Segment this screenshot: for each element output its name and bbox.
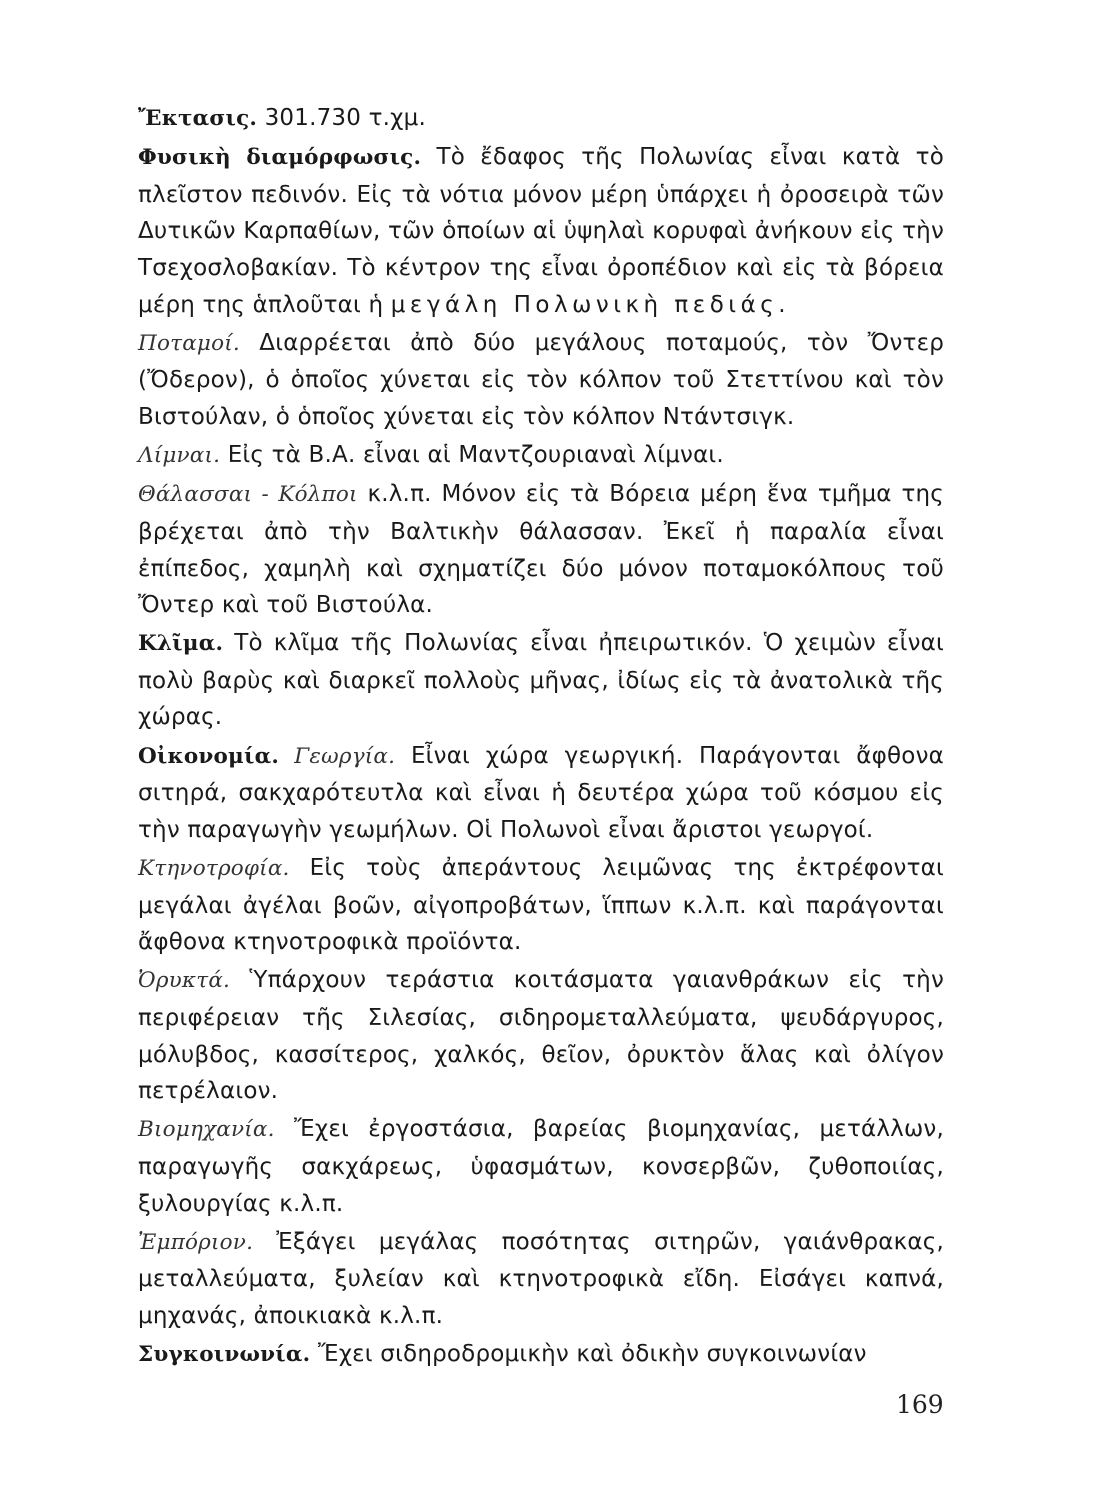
heading-trade: Ἐμπόριον. xyxy=(138,1229,254,1255)
paragraph-text: 301.730 τ.χμ. xyxy=(257,105,426,131)
paragraph-text: Ὑπάρχουν τεράστια κοιτάσματα γαιανθράκων εἰς τὴν περιφέρειαν τῆς Σιλεσίας, σιδηρομεταλλεύματα, ψευδάργυρος, μόλυβδος, κασσίτερος, χαλκός, θεῖον, ὀρυκτὸν ἅλας καὶ ὀλίγον πετρέλαιον. xyxy=(138,967,944,1105)
paragraph-text: κ.λ.π. Μόνον εἰς τὰ Βόρεια μέρη ἕνα τμῆμα της βρέχεται ἀπὸ τὴν Βαλτικὴν θάλασσαν. Ἐκεῖ ἡ παραλία εἶναι ἐπίπεδος, χαμηλὴ καὶ σχηματίζει δύο μόνον ποταμοκόλπους τοῦ Ὄντερ καὶ τοῦ Βιστούλα. xyxy=(138,481,945,619)
paragraph-text: Εἰς τὰ Β.Α. εἶναι αἱ Μαντζουριαναὶ λίμναι. xyxy=(220,442,724,469)
heading-livestock: Κτηνοτροφία. xyxy=(138,856,290,882)
paragraph-climate xyxy=(138,625,944,736)
paragraph-livestock xyxy=(138,850,944,961)
paragraph-text: Ἔχει ἐργοστάσια, βαρείας βιομηχανίας, μετάλλων, παραγωγῆς σακχάρεως, ὑφασμάτων, κονσερβῶν, ζυθοποιίας, ξυλουργίας κ.λ.π. xyxy=(138,1116,944,1217)
paragraph-physical xyxy=(138,139,944,323)
heading-transport: Συγκοινωνία. xyxy=(138,1342,311,1368)
paragraph-minerals xyxy=(138,962,944,1109)
paragraph-trade xyxy=(138,1224,944,1335)
paragraph-lakes xyxy=(138,437,944,475)
heading-physical: Φυσικὴ διαμόρφωσις. xyxy=(138,145,422,171)
heading-lakes: Λίμναι. xyxy=(138,443,221,469)
heading-area: Ἔκτασις. xyxy=(138,106,258,131)
paragraph-seas xyxy=(138,476,944,623)
paragraph-text: Ἐξάγει μεγάλας ποσότητας σιτηρῶν, γαιάνθρακας, μεταλλεύματα, ξυλείαν καὶ κτηνοτροφικὰ εἴδη. Εἰσάγει καπνά, μηχανάς, ἀποικιακὰ κ.λ.π. xyxy=(138,1228,944,1329)
spaced-text: μεγάλη Πολωνικὴ πεδιάς. xyxy=(390,291,791,318)
subheading-agriculture: Γεωργία. xyxy=(279,743,396,769)
paragraph-text: Εἰς τοὺς ἀπεράντους λειμῶνας της ἐκτρέφονται μεγάλαι ἀγέλαι βοῶν, αἰγοπροβάτων, ἵππων κ.λ.π. καὶ παράγονται ἄφθονα κτηνοτροφικὰ προϊόντα. xyxy=(138,855,944,956)
heading-seas: Θάλασσαι - Κόλποι xyxy=(138,482,358,508)
heading-climate: Κλῖμα. xyxy=(138,631,224,657)
heading-rivers: Ποταμοί. xyxy=(138,330,240,356)
paragraph-economy xyxy=(138,738,944,849)
paragraph-text: Τὸ ἔδαφος τῆς Πολωνίας εἶναι κατὰ τὸ πλεῖστον πεδινόν. Εἰς τὰ νότια μόνον μέρη ὑπάρχει ἡ ὀροσειρὰ τῶν Δυτικῶν Καρπαθίων, τῶν ὁποίων αἱ ὑψηλαὶ κορυφαὶ ἀνήκουν εἰς τὴν Τσεχοσλοβακίαν. Τὸ κέντρον της εἶναι ὀροπέδιον καὶ εἰς τὰ βόρεια μέρη της ἁπλοῦται ἡ xyxy=(138,144,944,318)
paragraph-transport xyxy=(138,1336,944,1374)
heading-economy: Οἰκονομία. xyxy=(138,743,280,769)
paragraph-industry xyxy=(138,1111,944,1222)
heading-industry: Βιομηχανία. xyxy=(138,1117,275,1143)
page-number: 169 xyxy=(896,1390,944,1419)
paragraph-rivers xyxy=(138,325,944,436)
paragraph-text: Διαρρέεται ἀπὸ δύο μεγάλους ποταμούς, τὸν Ὄντερ (Ὄδερον), ὁ ὁποῖος χύνεται εἰς τὸν κόλπον τοῦ Στεττίνου καὶ τὸν Βιστούλαν, ὁ ὁποῖος χύνεται εἰς τὸν κόλπον Ντάντσιγκ. xyxy=(138,329,944,430)
heading-minerals: Ὀρυκτά. xyxy=(138,968,231,994)
paragraph-text: Εἶναι χώρα γεωργική. Παράγονται ἄφθονα σιτηρά, σακχαρότευτλα καὶ εἶναι ἡ δευτέρα χώρα τοῦ κόσμου εἰς τὴν παραγωγὴν γεωμήλων. Οἱ Πολωνοὶ εἶναι ἄριστοι γεωργοί. xyxy=(138,742,944,843)
paragraph-text: Ἔχει σιδηροδρομικὴν καὶ ὀδικὴν συγκοινωνίαν xyxy=(310,1341,867,1368)
page-text xyxy=(138,100,944,1375)
paragraph-area xyxy=(138,100,944,138)
paragraph-text: Τὸ κλῖμα τῆς Πολωνίας εἶναι ἠπειρωτικόν. Ὁ χειμὼν εἶναι πολὺ βαρὺς καὶ διαρκεῖ πολλοὺς μῆνας, ἰδίως εἰς τὰ ἀνατολικὰ τῆς χώρας. xyxy=(138,630,944,731)
